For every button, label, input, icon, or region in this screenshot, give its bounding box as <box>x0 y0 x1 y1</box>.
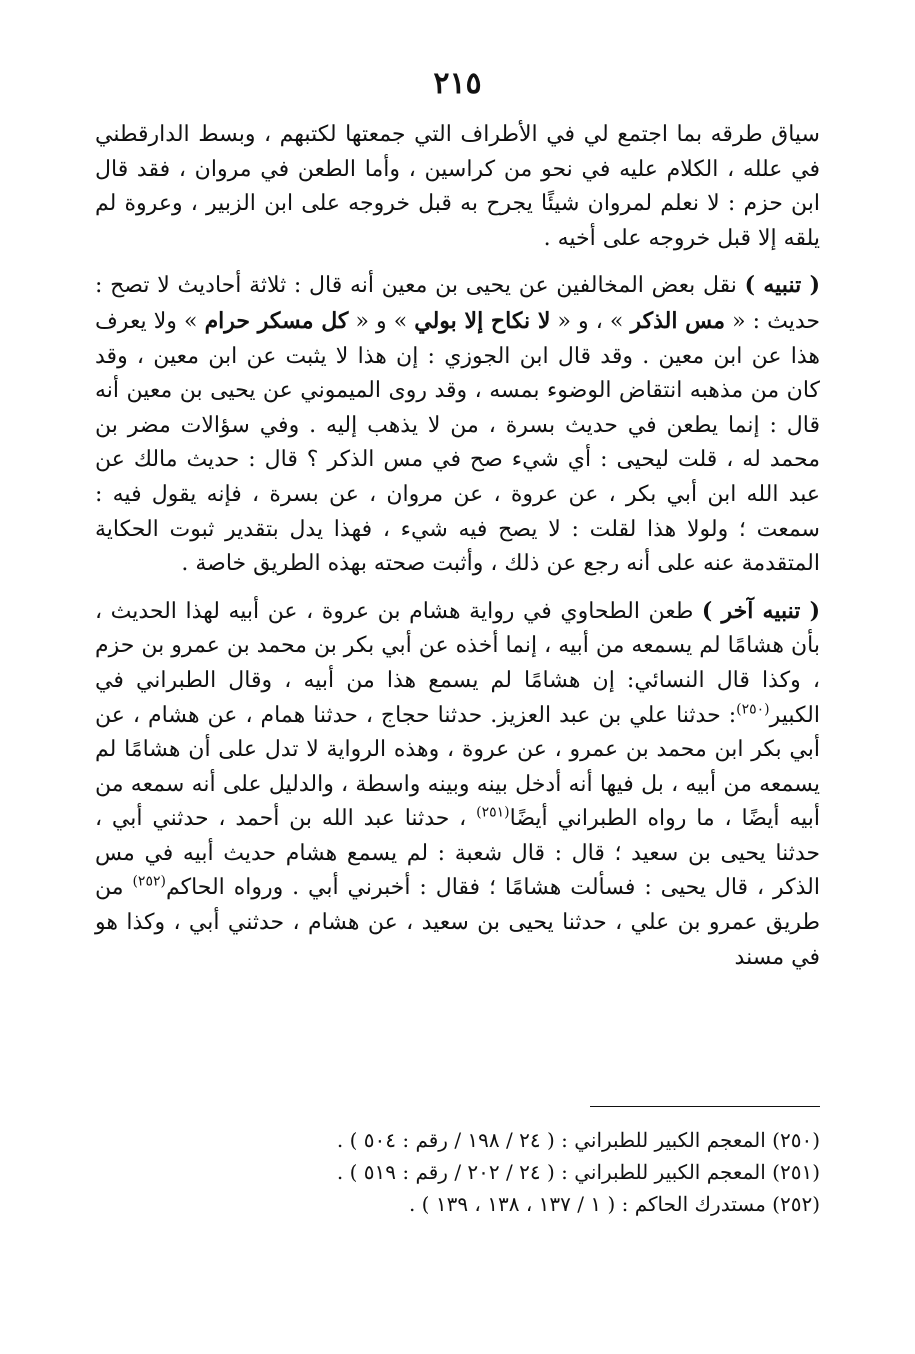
footnote-ref: (٢٥٢) <box>132 874 166 891</box>
footnote: (٢٥٠) المعجم الكبير للطبراني : ( ٢٤ / ١٩٨ / رقم : ٥٠٤ ) . <box>336 1128 820 1152</box>
text-run: » ، و « <box>550 308 631 334</box>
footnote-ref: (٢٥١) <box>476 804 510 821</box>
hadith-title: مس الذكر <box>630 307 726 334</box>
text-run: من طريق عمرو بن علي ، حدثنا يحيى بن سعيد ، عن هشام ، حدثني أبي ، وكذا هو في مسند <box>95 875 820 970</box>
text-run: سياق طرقه بما اجتمع لي في الأطراف التي جمعتها لكتبهم ، وبسط الدارقطني في علله ، الكلام عليه في نحو من كراسين ، وأما الطعن في مروان ، فقد قال ابن حزم : لا نعلم لمروان شيئًا يجرح به قبل خروجه على ابن الزبير ، وعروة لم يلقه إلا قبل خروجه على أخيه . <box>95 122 820 251</box>
page-body <box>95 60 820 975</box>
footnote-ref: (٢٥٠) <box>736 701 770 718</box>
footnote: (٢٥٢) مستدرك الحاكم : ( ١ / ١٣٧ ، ١٣٨ ، ١٣٩ ) . <box>408 1192 820 1216</box>
hadith-title: لا نكاح إلا بولي <box>414 307 551 334</box>
text-run: » و « <box>348 308 415 334</box>
note-label: ( تنبيه ) <box>744 272 820 299</box>
paragraph <box>95 118 820 256</box>
note-label: ( تنبيه آخر ) <box>701 597 821 624</box>
footnotes <box>95 1124 820 1220</box>
page-number: ٢١٥ <box>433 66 482 101</box>
footnote: (٢٥١) المعجم الكبير للطبراني : ( ٢٤ / ٢٠٢ / رقم : ٥١٩ ) . <box>336 1160 820 1184</box>
text-run: نقل بعض المخالفين عن يحيى بن معين أنه قال : ثلاثة أحاديث لا تصح : حديث : « <box>95 273 821 334</box>
text-run: » ولا يعرف هذا عن ابن معين . وقد قال ابن الجوزي : إن هذا لا يثبت عن ابن معين ، وقد كان من مذهبه انتقاض الوضوء بمسه ، وقد روى الميموني عن يحيى بن معين أنه قال : إنما يطعن في حديث بسرة ، من لا يذهب إليه . وفي سؤالات مضر بن محمد له ، قلت ليحيى : أي شيء صح في مس الذكر ؟ قال : حديث مالك عن عبد الله ابن أبي بكر ، عن عروة ، عن مروان ، عن بسرة ، فإنه يقول فيه : سمعت ؛ ولولا هذا لقلت : لا يصح فيه شيء ، فهذا يدل بتقدير ثبوت الحكاية المتقدمة عنه على أنه رجع عن ذلك ، وأثبت صحته بهذه الطريق خاصة . <box>95 308 820 577</box>
main-text <box>95 118 820 975</box>
paragraph <box>95 594 820 976</box>
text-run: ، حدثنا عبد الله بن أحمد ، حدثني أبي ، حدثنا يحيى بن سعيد ؛ قال : قال شعبة : لم يسمع هشام حديث أبيه في مس الذكر ، قال يحيى : فسألت هشامًا ؛ فقال : أخبرني أبي . ورواه الحاكم <box>95 806 820 901</box>
hadith-title: كل مسكر حرام <box>204 307 349 334</box>
text-run: طعن الطحاوي في رواية هشام بن عروة ، عن أبيه لهذا الحديث ، بأن هشامًا لم يسمعه من أبيه ، إنما أخذه عن أبي بكر بن محمد بن عمرو بن حزم ، وكذا قال النسائي: إن هشامًا لم يسمع هذا من أبيه ، وقال الطبراني في الكبير <box>95 598 820 728</box>
footnote-separator <box>590 1106 820 1107</box>
paragraph <box>95 268 820 581</box>
text-run: : حدثنا علي بن عبد العزيز. حدثنا حجاج ، حدثنا همام ، عن هشام ، عن أبي بكر ابن محمد بن عمرو ، عن عروة ، وهذه الرواية لا تدل على أن هشامًا لم يسمعه من أبيه ، بل فيها أنه أدخل بينه وبينه واسطة ، والدليل على أنه سمعه من أبيه أيضًا ، ما رواه الطبراني أيضًا <box>95 702 820 832</box>
